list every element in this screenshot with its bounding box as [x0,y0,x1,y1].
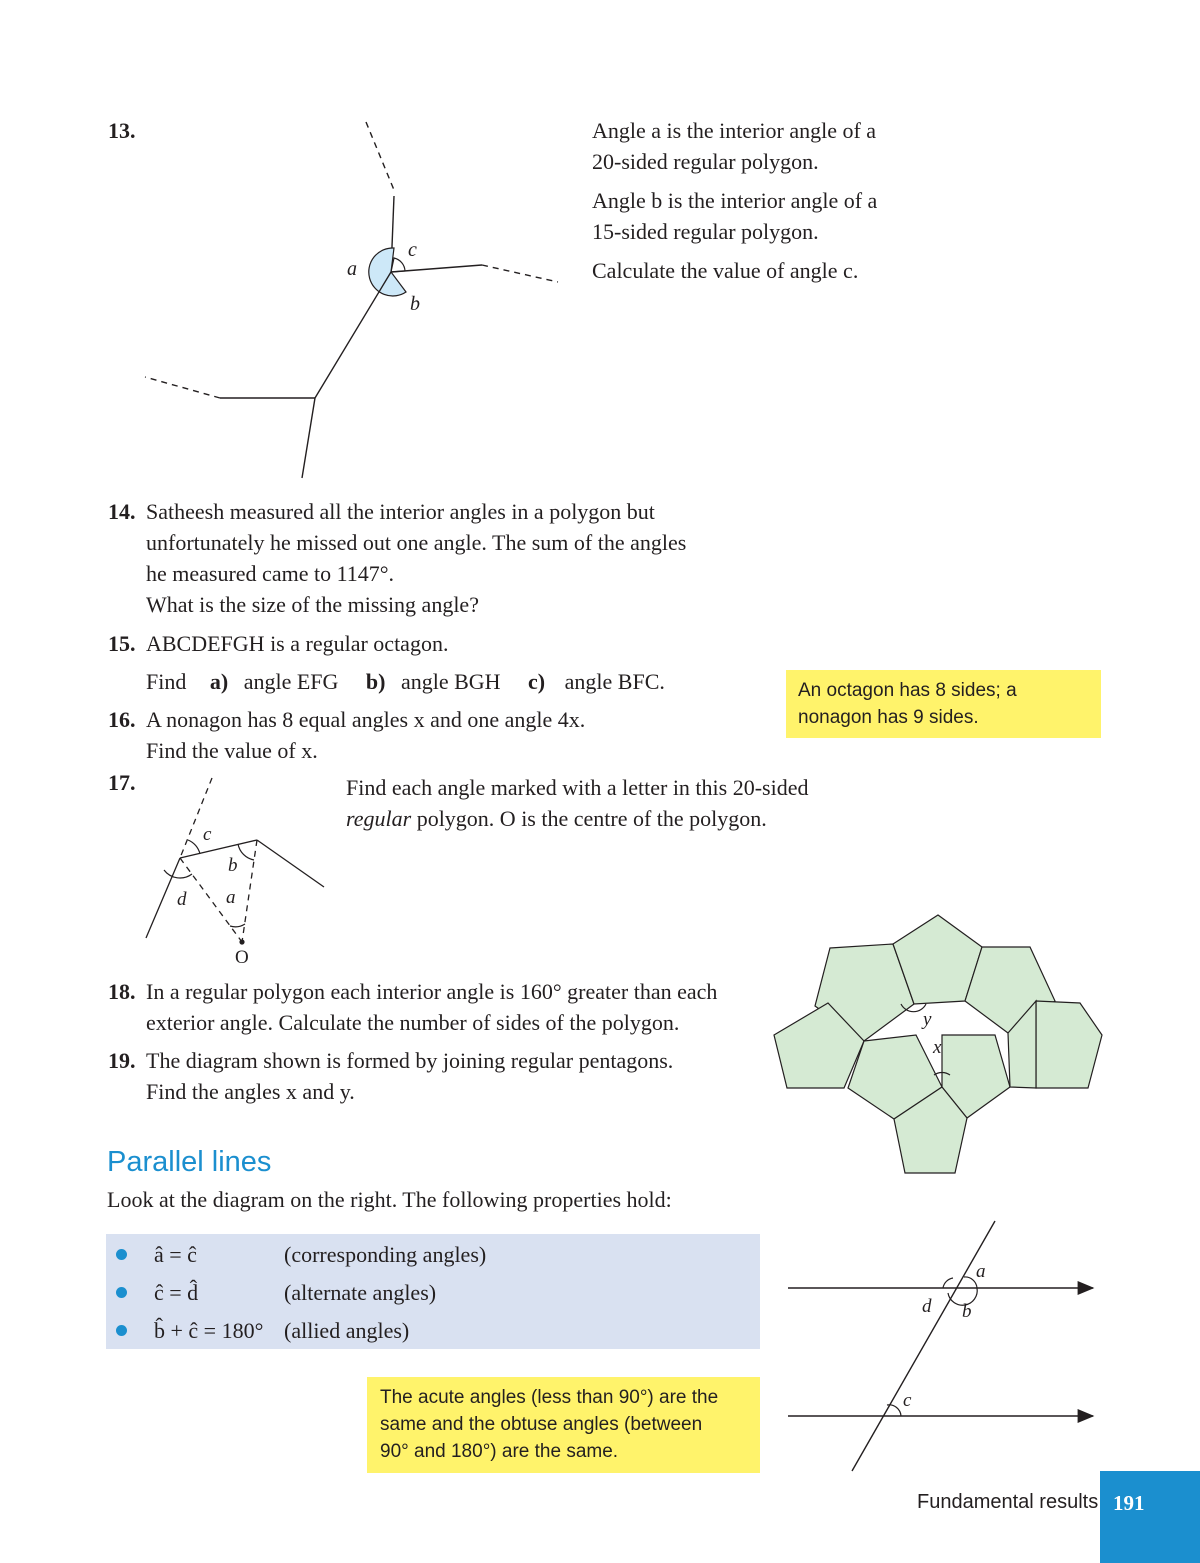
q13-line: Angle b is the interior angle of a [592,188,878,213]
q19-number: 19. [108,1048,136,1073]
q17-text [346,772,808,834]
q17-line-rest: polygon. O is the centre of the polygon. [411,806,767,831]
parallel-lines-diagram [785,1215,1105,1477]
q15-find: Find [146,669,187,694]
label-x: x [933,1037,942,1058]
angle-arc-b [238,844,254,860]
polygon-edge [146,858,180,938]
pentagon [1036,1001,1102,1088]
pentagon-ring-diagram [768,905,1113,1180]
bullet [116,1287,127,1298]
q15-part-label: a) [209,669,229,694]
q15-part-text: angle BFC. [564,669,665,694]
note-line: same and the obtuse angles (between [380,1414,703,1435]
bullet [116,1325,127,1336]
transversal [852,1221,995,1471]
q15-part-label: c) [528,669,546,694]
footer-section: Fundamental results [917,1491,1099,1513]
q14-line: What is the size of the missing angle? [146,592,479,617]
q15-number: 15. [108,631,136,656]
section-intro: Look at the diagram on the right. The following properties hold: [107,1187,672,1212]
angle-arc-a [230,924,245,927]
bullet [116,1249,127,1260]
property-formula: â = ĉ [154,1242,197,1267]
polygon-edge [315,272,391,398]
q14-line: he measured came to 1147°. [146,561,395,586]
label-c: c [903,1390,912,1411]
dashed-line [145,377,220,398]
note-line: The acute angles (less than 90°) are the [380,1387,719,1408]
label-b: b [410,293,420,315]
q15-line1: ABCDEFGH is a regular octagon. [146,631,449,656]
angle-arc-c [188,840,200,854]
dashed-line [366,122,394,190]
polygon-edge [257,840,324,887]
q15-parts [146,666,665,697]
q13-line: Angle a is the interior angle of a [592,118,877,143]
label-d: d [177,889,187,910]
angle-arc-d [943,1278,953,1288]
label-a: a [976,1261,986,1282]
q14-line: unfortunately he missed out one angle. The sum of the angles [146,530,687,555]
q16-number: 16. [108,707,136,732]
q18-line: In a regular polygon each interior angle is 160° greater than each [146,979,718,1004]
q17-line [346,803,808,834]
centre-point [239,939,244,944]
label-c: c [408,239,417,261]
note-line: nonagon has 9 sides. [798,707,979,728]
q19-text [146,1045,673,1107]
label-d: d [922,1296,932,1317]
note-line: 90° and 180°) are the same. [380,1441,619,1462]
q16-line: A nonagon has 8 equal angles x and one angle 4x. [146,707,586,732]
note-octagon [786,670,1101,738]
q13-line: 20-sided regular polygon. [592,149,819,174]
angle-arc-d [164,870,192,878]
q19-line: Find the angles x and y. [146,1079,355,1104]
q13-line: Calculate the value of angle c. [592,258,859,283]
polygon-edge [302,398,315,478]
q16-text [146,704,585,766]
q17-line-italic-start: regular [346,806,412,831]
q14-text [146,496,686,620]
property-reason: (alternate angles) [284,1280,437,1305]
properties-box [106,1234,760,1349]
q14-number: 14. [108,499,136,524]
label-a: a [226,887,236,908]
q16-line: Find the value of x. [146,738,318,763]
label-c: c [203,824,212,845]
label-b: b [962,1301,972,1322]
section-heading: Parallel lines [107,1146,272,1178]
polygon-edge [180,840,257,858]
q18-text [146,976,717,1038]
q17-number: 17. [108,770,136,795]
q13-number: 13. [108,118,136,143]
q13-text [592,115,877,286]
property-reason: (corresponding angles) [284,1242,487,1267]
q14-line: Satheesh measured all the interior angles in a polygon but [146,499,655,524]
q19-line: The diagram shown is formed by joining regular pentagons. [146,1048,674,1073]
q15-part-text: angle EFG [243,669,339,694]
q13-line: 15-sided regular polygon. [592,219,819,244]
page-number: 191 [1100,1471,1200,1563]
note-acute [367,1377,760,1473]
note-line: An octagon has 8 sides; a [798,680,1017,701]
q18-line: exterior angle. Calculate the number of sides of the polygon. [146,1010,680,1035]
property-reason: (allied angles) [284,1318,410,1343]
q15-part-text: angle BGH [400,669,501,694]
label-y: y [923,1009,932,1030]
q17-line: Find each angle marked with a letter in this 20-sided [346,775,809,800]
label-o: O [235,947,249,968]
label-a: a [347,258,357,280]
q13-diagram [140,110,580,490]
dashed-line [482,265,558,282]
q18-number: 18. [108,979,136,1004]
property-formula: ĉ = d̂ [154,1280,199,1305]
q15-part-label: b) [365,669,386,694]
angle-arc-c [391,258,405,272]
property-formula: b̂ + ĉ = 180° [154,1318,264,1343]
label-b: b [228,855,238,876]
q17-diagram [130,770,340,970]
